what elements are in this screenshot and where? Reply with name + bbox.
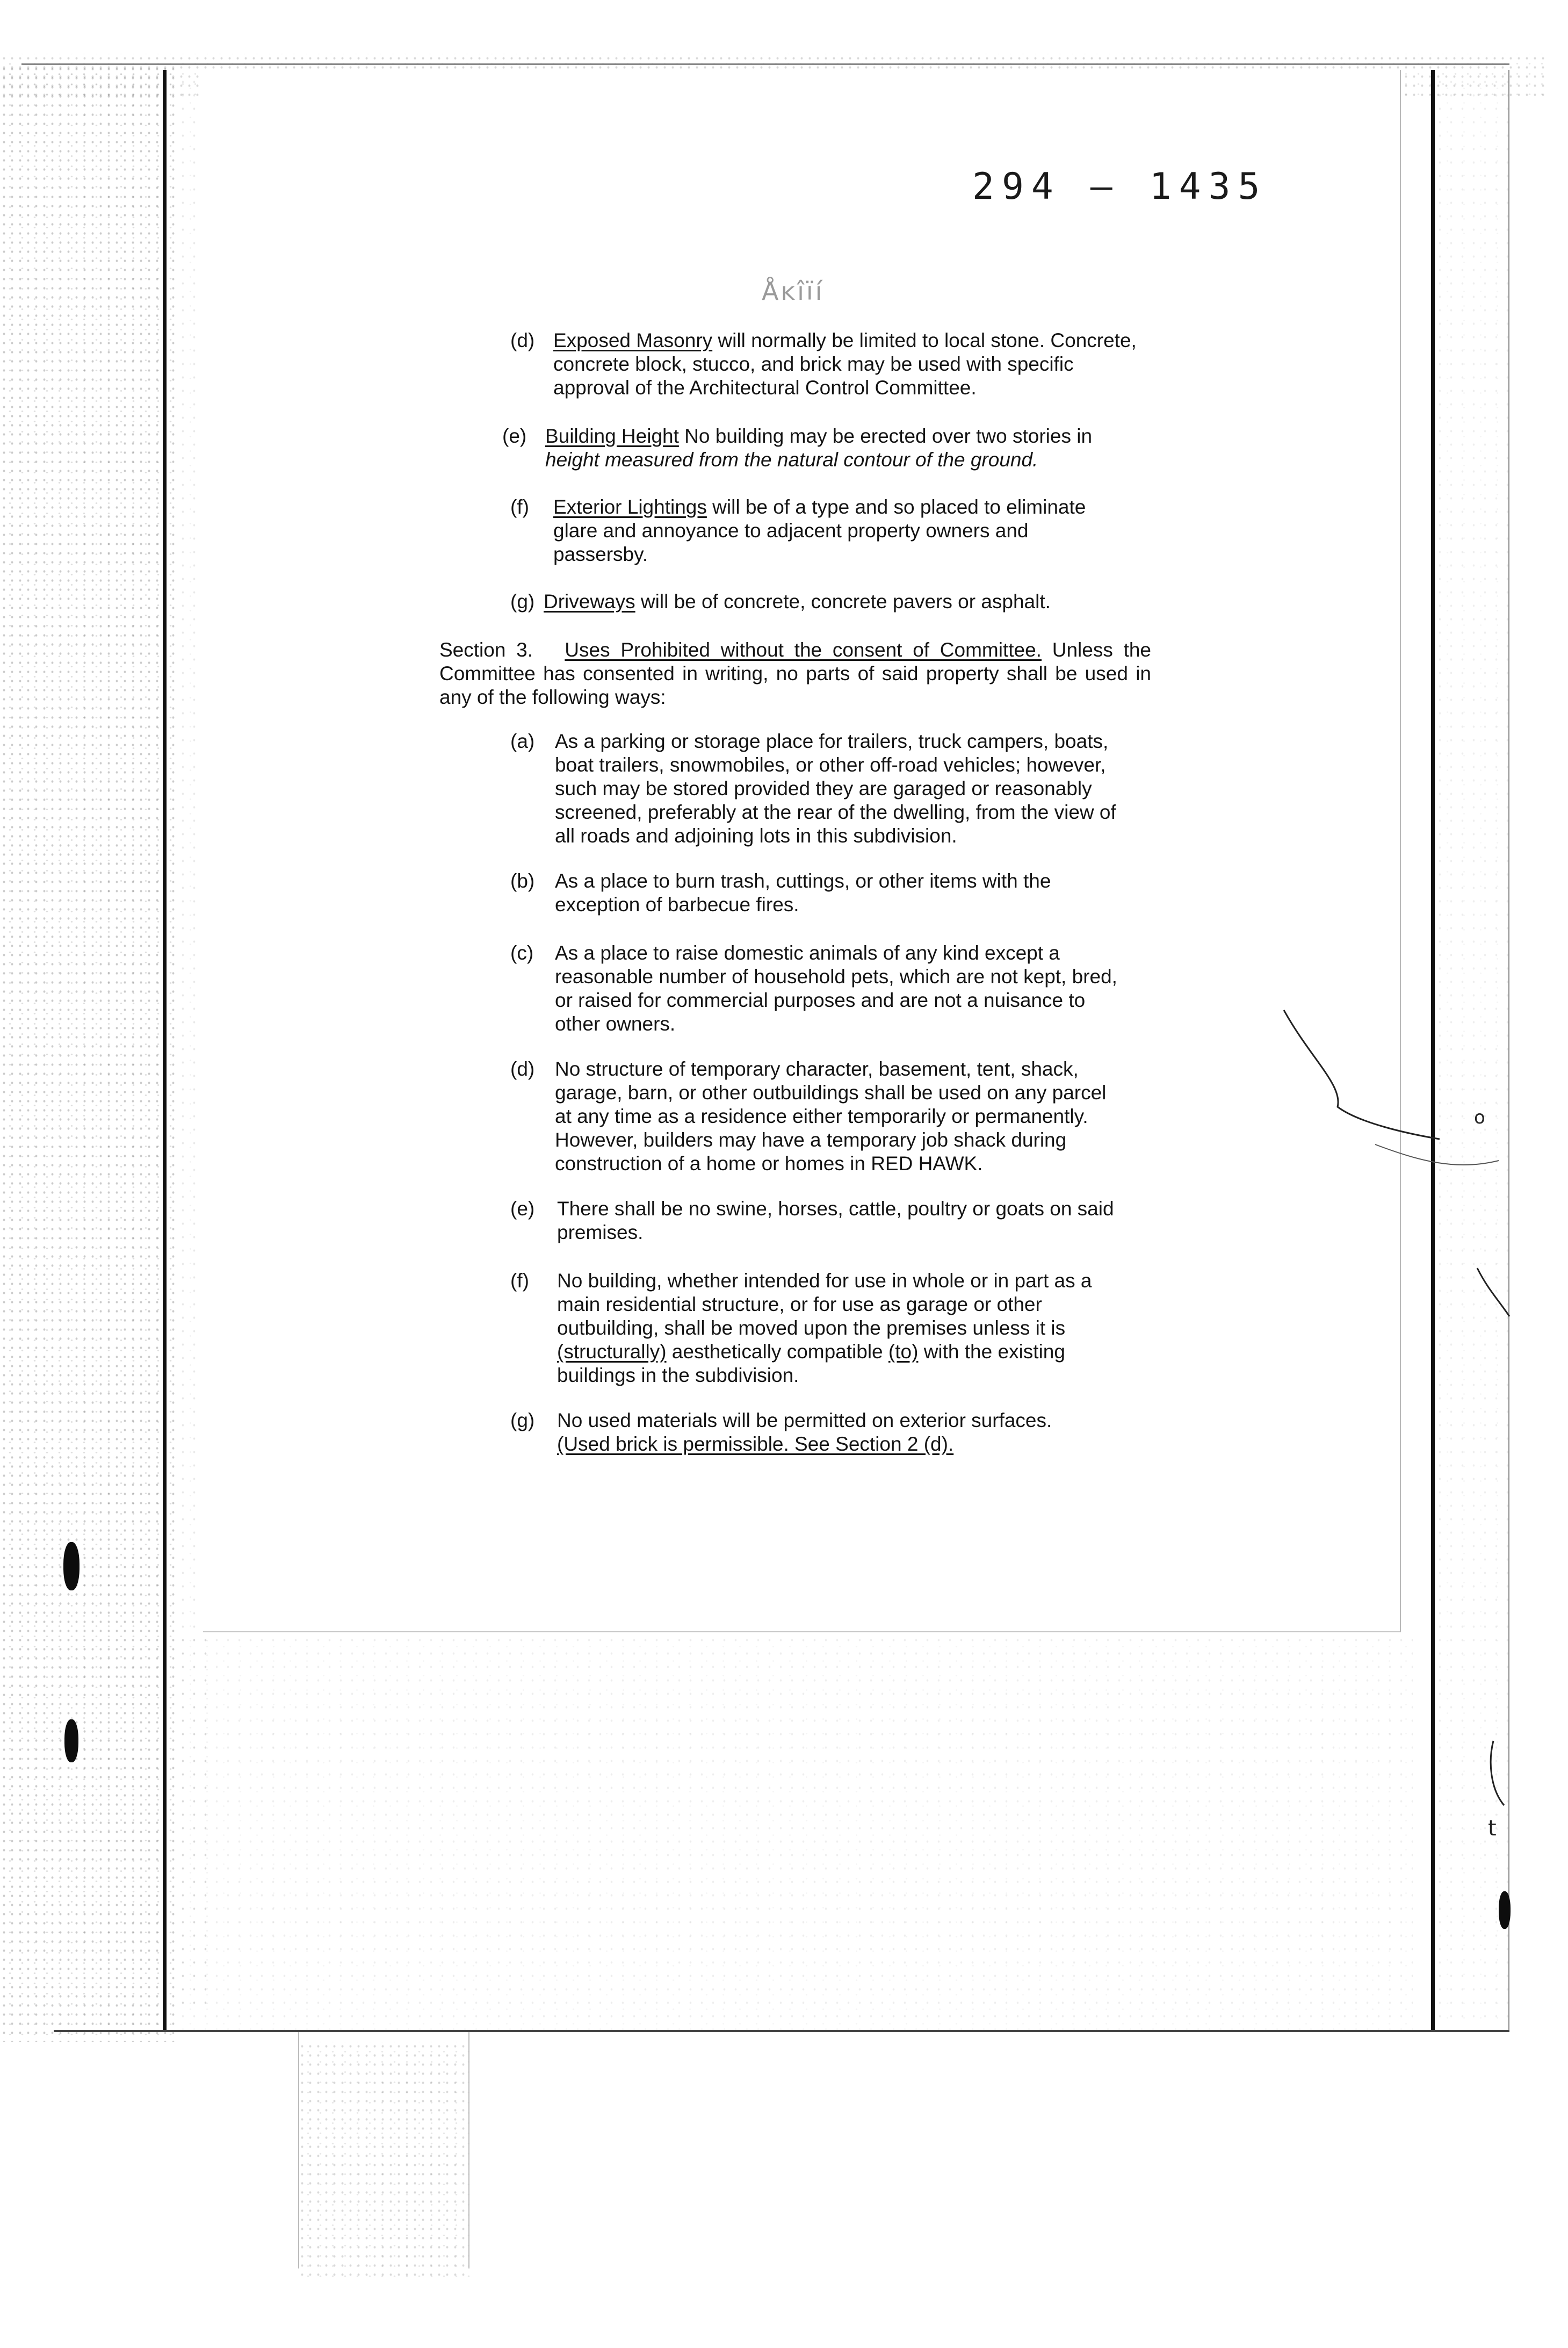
pen-curve-4 <box>1491 1741 1504 1805</box>
tab-left-edge <box>298 2032 299 2268</box>
underlined-note-used-brick: (Used brick is permissible. See Section 2 (d). <box>557 1433 954 1455</box>
section3-item-a <box>510 730 1139 848</box>
item-body: No used materials will be permitted on exterior surfaces. <box>557 1409 1052 1431</box>
bottom-tab-speckle <box>298 2042 470 2278</box>
item-marker: (g) <box>510 590 535 613</box>
tab-right-edge <box>468 2032 469 2268</box>
item-text: No structure of temporary character, basement, tent, shack, garage, barn, or other outbuildings shall be used on any parcel at any time as a residence either temporarily or permanently. However, builders may have a temporary job shack during construction of a home or homes in RED HAWK. <box>555 1058 1107 1175</box>
item-text <box>553 329 1155 400</box>
lower-area-speckle <box>177 1633 1413 2031</box>
left-blot-2 <box>64 1719 78 1762</box>
pen-curve-3 <box>1477 1268 1509 1316</box>
section2-item-d <box>510 329 1155 400</box>
section2-item-e <box>502 424 1125 472</box>
item-heading-exposed-masonry: Exposed Masonry <box>553 329 713 351</box>
item-marker: (b) <box>510 870 535 892</box>
left-blot-1 <box>63 1542 80 1590</box>
item-heading-exterior-lightings: Exterior Lightings <box>553 496 707 518</box>
right-margin-circle-mark: o <box>1474 1107 1485 1128</box>
section3-item-e <box>510 1197 1123 1244</box>
item-body: will normally be limited to local stone. Concrete, concrete block, stucco, and brick may be used with specific approval of the Architectural Control Committee. <box>553 329 1137 399</box>
section3-item-c <box>510 941 1123 1036</box>
section3-label: Section 3. <box>439 639 533 661</box>
section3-heading: Uses Prohibited without the consent of Committee. <box>565 639 1042 661</box>
section2-item-g <box>510 590 1155 614</box>
item-heading-building-height: Building Height <box>545 425 679 447</box>
item-body: No building, whether intended for use in whole or in part as a main residential structure, or for use as garage or other outbuilding, shall be moved upon the premises unless it is <box>557 1270 1092 1339</box>
item-text <box>553 495 1090 566</box>
section3-item-f <box>510 1269 1139 1387</box>
section3-item-b <box>510 869 1080 917</box>
item-body: will be of concrete, concrete pavers or asphalt. <box>635 590 1051 613</box>
item-marker: (e) <box>510 1198 535 1220</box>
item-body-italic: height measured from the natural contour of the ground. <box>545 449 1038 471</box>
section3-item-g <box>510 1409 1139 1456</box>
section3-item-d <box>510 1057 1112 1176</box>
item-body: will be of a type and so placed to eliminate glare and annoyance to adjacent property owners and passersby. <box>553 496 1086 565</box>
item-marker: (e) <box>502 425 527 447</box>
item-text <box>545 424 1125 472</box>
item-body: No building may be erected over two stories in <box>678 425 1093 447</box>
item-text: As a parking or storage place for trailers, truck campers, boats, boat trailers, snowmobiles, or other off-road vehicles; however, such may be stored provided they are garaged or reasonably screened, preferably at the rear of the dwelling, from the view of all roads and adjoining lots in this subdivision. <box>555 730 1116 847</box>
page-number: 294 – 1435 <box>972 165 1268 208</box>
section3-paragraph <box>439 638 1151 709</box>
pen-curve-1 <box>1284 1010 1440 1139</box>
item-text: As a place to raise domestic animals of any kind except a reasonable number of household pets, which are not kept, bred, or raised for commercial purposes and are not a nuisance to other owners. <box>555 942 1117 1035</box>
section2-item-f <box>510 495 1090 566</box>
item-marker: (d) <box>510 1058 535 1080</box>
item-text <box>544 590 1155 614</box>
item-marker: (a) <box>510 730 535 752</box>
item-marker: (c) <box>510 942 534 964</box>
item-heading-driveways: Driveways <box>544 590 635 613</box>
pen-curve-2 <box>1375 1144 1499 1165</box>
bottom-edge-line <box>54 2030 1509 2032</box>
item-marker: (g) <box>510 1409 535 1431</box>
item-marker: (f) <box>510 496 529 518</box>
item-text: As a place to burn trash, cuttings, or other items with the exception of barbecue fires. <box>555 870 1051 916</box>
item-text <box>557 1409 1139 1456</box>
item-marker: (d) <box>510 329 535 351</box>
item-body-cont: aesthetically compatible <box>666 1341 888 1363</box>
smudged-stamp-text: Åĸîïí <box>762 277 825 306</box>
item-body-end: with the existing buildings in the subdivision. <box>557 1341 1065 1386</box>
item-text <box>557 1269 1139 1387</box>
lower-right-margin-mark: t <box>1488 1816 1497 1841</box>
margin-pen-strokes <box>1278 999 1515 1913</box>
section3-text: Unless the Committee has consented in writing, no parts of said property shall be used in any of the following ways: <box>439 639 1151 708</box>
left-vertical-rule <box>163 70 167 2031</box>
left-margin-speckle <box>0 64 177 2042</box>
underlined-insertion-structurally: (structurally) <box>557 1341 667 1363</box>
item-marker: (f) <box>510 1270 529 1292</box>
top-edge-line <box>21 63 1509 65</box>
underlined-insertion-to: (to) <box>888 1341 919 1363</box>
item-text: There shall be no swine, horses, cattle, poultry or goats on said premises. <box>557 1198 1114 1243</box>
